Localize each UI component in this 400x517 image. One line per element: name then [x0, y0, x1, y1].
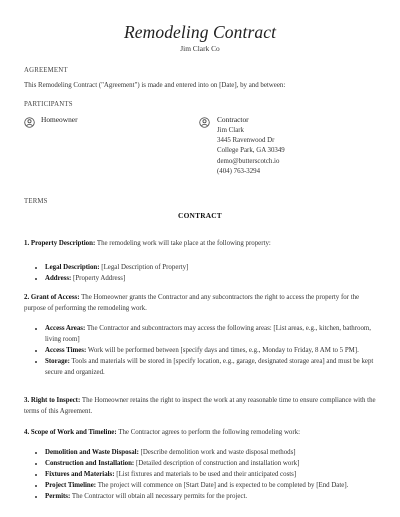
item-label: Legal Description:	[45, 264, 100, 271]
contractor-contact	[217, 126, 285, 177]
company-name: Jim Clark Co	[180, 44, 220, 53]
section-2-list	[32, 323, 385, 378]
item-label: Project Timeline:	[45, 482, 97, 489]
participants-label: PARTICIPANTS	[24, 101, 73, 108]
item-text: The Contractor will obtain all necessary permits for the project.	[70, 493, 248, 500]
section-4	[24, 427, 376, 438]
list-item	[45, 447, 385, 458]
section-text: The remodeling work will take place at the following property:	[95, 240, 271, 247]
item-label: Access Times:	[45, 347, 87, 354]
item-text: [Detailed description of construction and installation work]	[134, 460, 300, 467]
contract-heading: CONTRACT	[178, 211, 222, 220]
item-label: Construction and Installation:	[45, 460, 135, 467]
section-title: 1. Property Description:	[24, 240, 96, 247]
homeowner-name: Homeowner	[41, 115, 78, 124]
item-label: Fixtures and Materials:	[45, 471, 115, 478]
section-1	[24, 238, 376, 249]
section-1-list	[32, 262, 385, 284]
item-label: Storage:	[45, 358, 70, 365]
contractor-name: Contractor	[217, 115, 249, 124]
section-4-list	[32, 447, 385, 502]
section-text: The Homeowner grants the Contractor and any subcontractors the right to access the property for the purpose of performing the remodeling work.	[24, 294, 360, 312]
item-text: Tools and materials will be stored in [specify location, e.g., garage, designated storage area] and must be kept secure and organized.	[45, 358, 374, 376]
contractor-email: demo@butterscotch.io	[217, 157, 280, 165]
list-item	[45, 491, 385, 502]
item-label: Permits:	[45, 493, 71, 500]
list-item	[45, 458, 385, 469]
agreement-label: AGREEMENT	[24, 67, 68, 74]
item-text: [Describe demolition work and waste disposal methods]	[138, 449, 296, 456]
section-title: 2. Grant of Access:	[24, 294, 80, 301]
contractor-person: Jim Clark	[217, 127, 244, 134]
list-item	[45, 345, 385, 356]
section-text: The Contractor agrees to perform the following remodeling work:	[116, 429, 301, 436]
item-text: The project will commence on [Start Date] and is expected to be completed by [End Date].	[96, 482, 349, 489]
contractor-street: 3445 Ravenwood Dr	[217, 137, 275, 145]
item-text: Work will be performed between [specify days and times, e.g., Monday to Friday, 8 AM to 5 PM].	[86, 347, 359, 354]
item-text: [Legal Description of Property]	[99, 264, 189, 271]
list-item	[45, 273, 385, 284]
item-label: Address:	[45, 275, 72, 282]
list-item	[45, 323, 385, 345]
list-item	[45, 469, 385, 480]
list-item	[45, 356, 385, 378]
person-icon	[24, 117, 35, 128]
section-2	[24, 292, 376, 314]
item-text: [Property Address]	[71, 275, 126, 282]
section-3	[24, 395, 376, 417]
section-title: 3. Right to Inspect:	[24, 397, 81, 404]
list-item	[45, 262, 385, 273]
person-icon	[199, 117, 210, 128]
item-label: Access Areas:	[45, 325, 86, 332]
agreement-text: This Remodeling Contract ("Agreement") is made and entered into on [Date], by and between:	[24, 82, 286, 89]
section-text: The Homeowner retains the right to inspect the work at any reasonable time to ensure compliance with the terms of this Agreement.	[24, 397, 376, 415]
contractor-phone: (404) 763-3294	[217, 167, 261, 175]
item-label: Demolition and Waste Disposal:	[45, 449, 139, 456]
contractor-city: College Park, GA 30349	[217, 147, 285, 155]
section-title: 4. Scope of Work and Timeline:	[24, 429, 117, 436]
document-title: Remodeling Contract	[123, 22, 277, 42]
list-item	[45, 480, 385, 491]
item-text: The Contractor and subcontractors may access the following areas: [List areas, e.g., kitchen, bathroom, living room]	[45, 325, 371, 343]
item-text: [List fixtures and materials to be used and their anticipated costs]	[114, 471, 297, 478]
terms-label: TERMS	[24, 198, 48, 205]
